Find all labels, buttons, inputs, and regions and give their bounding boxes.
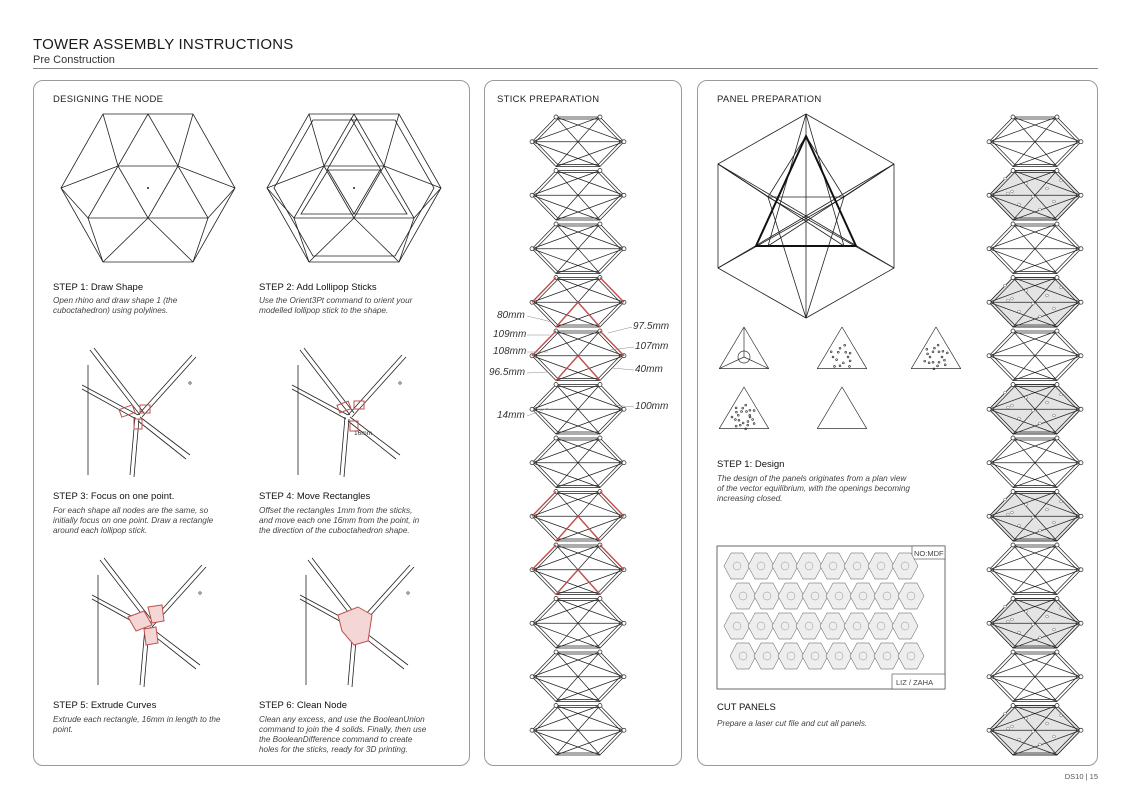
paneled-tower-drawing bbox=[985, 115, 1085, 760]
step2-description: Use the Orient3Pt command to orient your modelled lollipop stick to the shape. bbox=[259, 296, 413, 315]
dim-107mm: 107mm bbox=[635, 341, 669, 352]
dim-97-5mm: 97.5mm bbox=[633, 321, 670, 332]
panel-prep-heading: PANEL PREPARATION bbox=[717, 94, 822, 105]
step5-title: STEP 5: Extrude Curves bbox=[53, 700, 157, 711]
page-title: TOWER ASSEMBLY INSTRUCTIONS bbox=[33, 36, 294, 53]
dim-108mm: 108mm bbox=[493, 346, 527, 357]
step4-16mm-annotation: 16mm bbox=[354, 430, 373, 437]
step6-description: Clean any excess, and use the BooleanUnion command to join the 4 solids. Finally, then use the BooleanDifference command to create holes for the sticks, ready for 3D printing. bbox=[259, 715, 427, 754]
vector-equilibrium-plan-drawing bbox=[716, 112, 896, 320]
step6-title: STEP 6: Clean Node bbox=[259, 700, 348, 711]
dim-14mm: 14mm bbox=[497, 410, 525, 421]
page-subtitle: Pre Construction bbox=[33, 54, 115, 66]
sheet-author-label: LIZ / ZAHA bbox=[896, 678, 934, 687]
step5-description: Extrude each rectangle, 16mm in length to the point. bbox=[53, 715, 221, 734]
panel-step1-description: The design of the panels originates from a plan view of the vector equilibrium, with the openings becoming increasing closed. bbox=[717, 474, 910, 503]
panel-variants-drawing bbox=[714, 325, 964, 445]
step3-description: For each shape all nodes are the same, so initially focus on one point. Draw a rectangle around each lollipop stick. bbox=[53, 506, 214, 535]
step1-title: STEP 1: Draw Shape bbox=[53, 282, 144, 293]
dim-40mm: 40mm bbox=[635, 364, 663, 375]
dim-80mm: 80mm bbox=[497, 310, 525, 321]
cut-panels-description: Prepare a laser cut file and cut all panels. bbox=[717, 719, 868, 728]
sheet-material-label: NO:MDF bbox=[914, 549, 944, 558]
laser-cut-sheet-drawing bbox=[716, 545, 946, 690]
step2-title: STEP 2: Add Lollipop Sticks bbox=[259, 282, 377, 293]
step3-title: STEP 3: Focus on one point. bbox=[53, 491, 175, 502]
stick-panel-heading: STICK PREPARATION bbox=[497, 94, 600, 105]
step4-title: STEP 4: Move Rectangles bbox=[259, 491, 371, 502]
panel-step1-title: STEP 1: Design bbox=[717, 459, 785, 470]
dim-109mm: 109mm bbox=[493, 329, 527, 340]
dim-100mm: 100mm bbox=[635, 401, 669, 412]
node-panel-heading: DESIGNING THE NODE bbox=[53, 94, 164, 105]
step4-description: Offset the rectangles 1mm from the sticks, and move each one 16mm from the point, in the direction of the cuboctahedron shape. bbox=[259, 506, 420, 535]
step1-description: Open rhino and draw shape 1 (the cuboctahedron) using polylines. bbox=[53, 296, 178, 315]
page-footer: DS10 | 15 bbox=[1064, 772, 1098, 781]
cut-panels-title: CUT PANELS bbox=[717, 702, 776, 713]
dim-96-5mm: 96.5mm bbox=[489, 367, 526, 378]
